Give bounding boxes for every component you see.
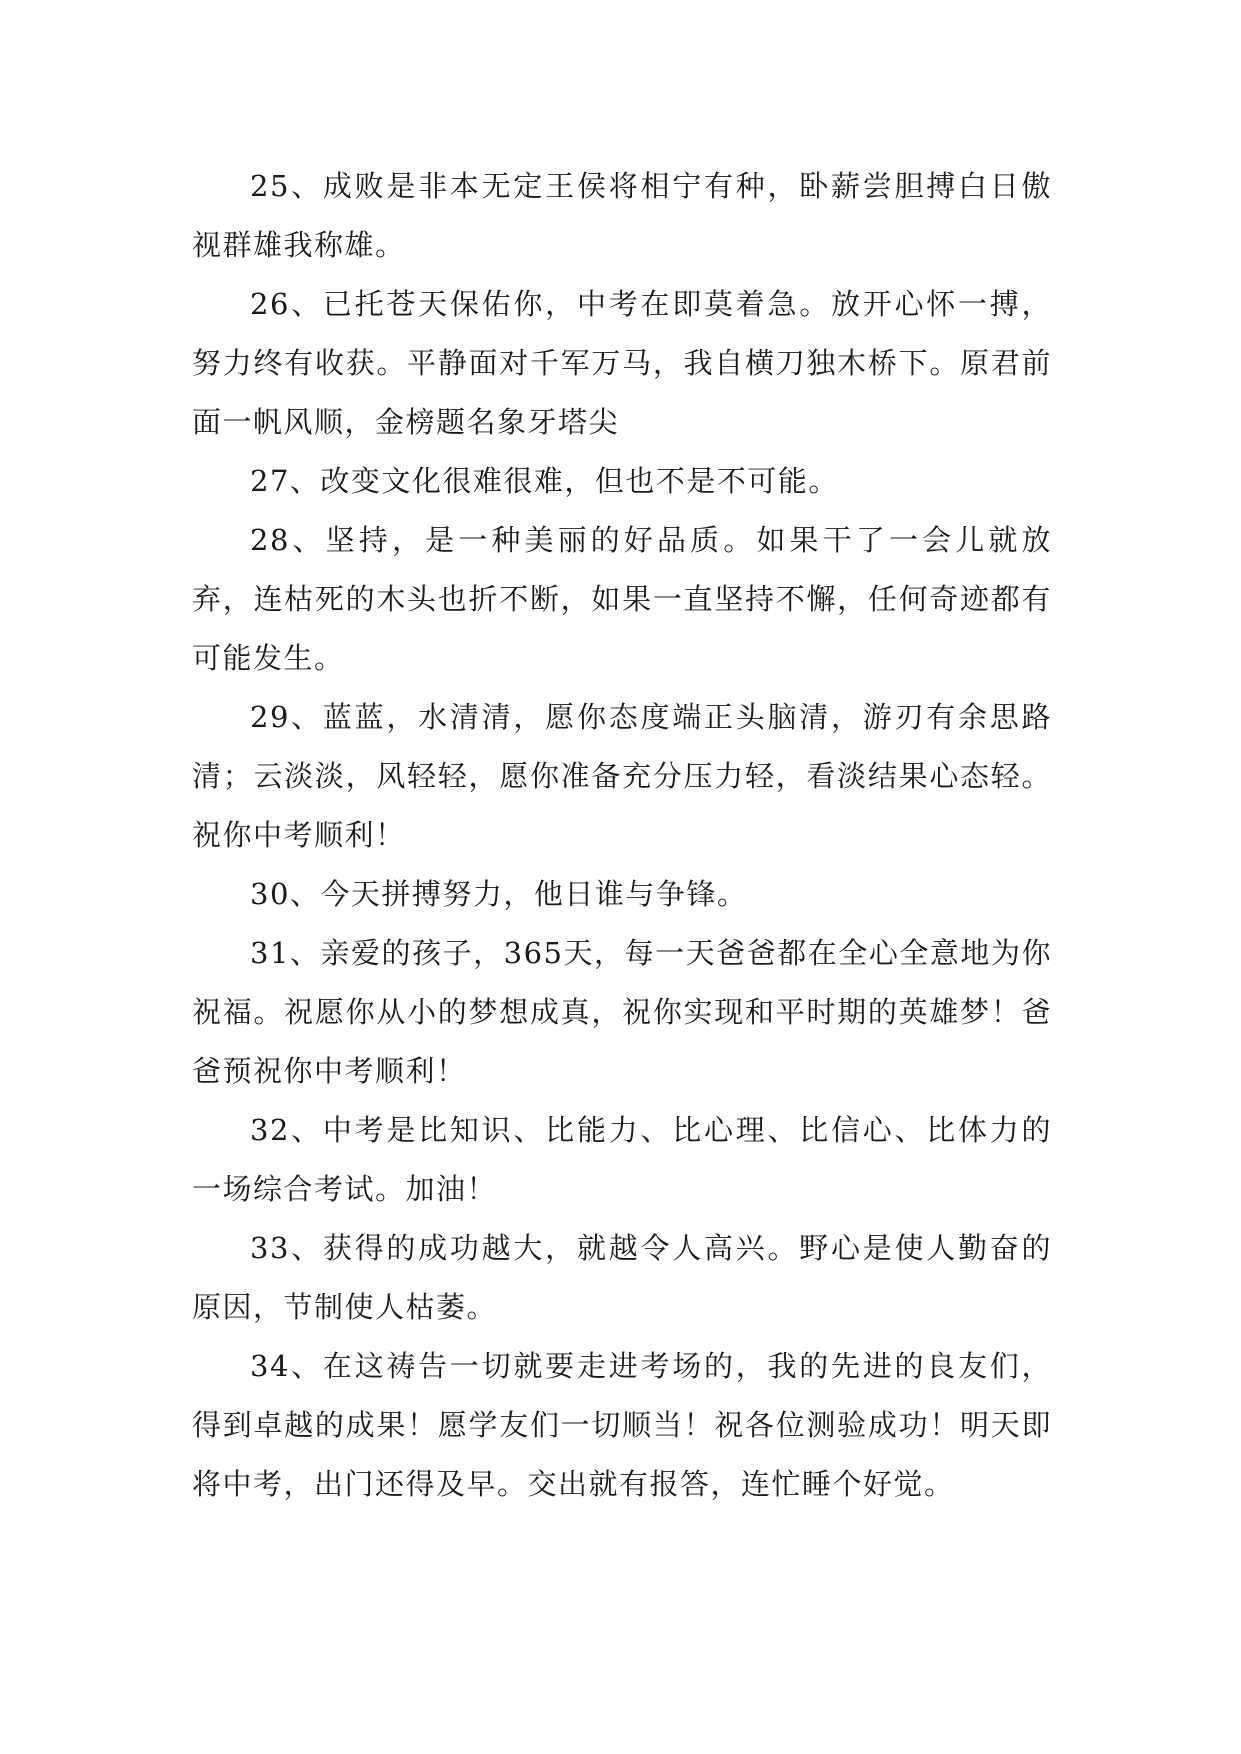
paragraph-26: 26、已托苍天保佑你，中考在即莫着急。放开心怀一搏，努力终有收获。平静面对千军万马，我自横刀独木桥下。原君前面一帆风顺，金榜题名象牙塔尖 [192, 287, 1052, 439]
paragraph-33: 33、获得的成功越大，就越令人高兴。野心是使人勤奋的原因，节制使人枯萎。 [192, 1231, 1052, 1324]
paragraph-32: 32、中考是比知识、比能力、比心理、比信心、比体力的一场综合考试。加油！ [192, 1113, 1052, 1206]
paragraph-27: 27、改变文化很难很难，但也不是不可能。 [250, 464, 839, 498]
document-body [192, 157, 1052, 1514]
paragraph-30: 30、今天拼搏努力，他日谁与争锋。 [250, 877, 748, 911]
paragraph-34: 34、在这祷告一切就要走进考场的，我的先进的良友们，得到卓越的成果！愿学友们一切顺当！祝各位测验成功！明天即将中考，出门还得及早。交出就有报答，连忙睡个好觉。 [192, 1349, 1052, 1501]
paragraph-31: 31、亲爱的孩子，365天，每一天爸爸都在全心全意地为你祝福。祝愿你从小的梦想成真，祝你实现和平时期的英雄梦！爸爸预祝你中考顺利！ [192, 936, 1052, 1088]
paragraph-25: 25、成败是非本无定王侯将相宁有种，卧薪尝胆搏白日傲视群雄我称雄。 [192, 169, 1052, 262]
paragraph-29: 29、蓝蓝，水清清，愿你态度端正头脑清，游刃有余思路清；云淡淡，风轻轻，愿你准备充分压力轻，看淡结果心态轻。祝你中考顺利！ [192, 700, 1052, 852]
paragraph-28: 28、坚持，是一种美丽的好品质。如果干了一会儿就放弃，连枯死的木头也折不断，如果一直坚持不懈，任何奇迹都有可能发生。 [192, 523, 1052, 675]
